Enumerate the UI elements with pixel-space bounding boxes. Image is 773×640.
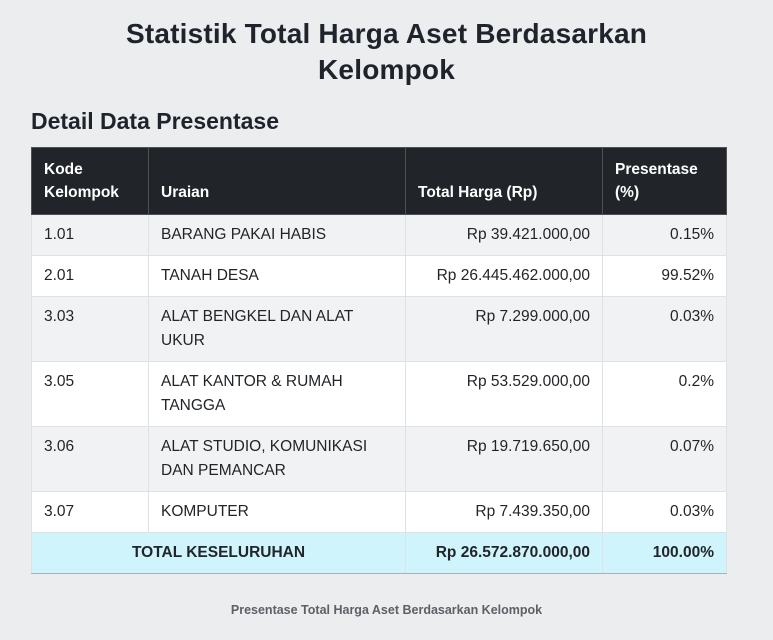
cell-total-harga: Rp 7.439.350,00 (406, 492, 603, 533)
table-row (32, 256, 727, 297)
cell-kode: 2.01 (32, 256, 149, 297)
table-row (32, 297, 727, 362)
column-header-total-harga: Total Harga (Rp) (406, 148, 603, 215)
column-header-presentase: Presentase (%) (603, 148, 727, 215)
cell-total-harga: Rp 26.445.462.000,00 (406, 256, 603, 297)
cell-uraian: BARANG PAKAI HABIS (149, 215, 406, 256)
table-row (32, 215, 727, 256)
column-header-kode-kelompok: Kode Kelompok (32, 148, 149, 215)
total-row (32, 533, 727, 574)
section-heading: Detail Data Presentase (31, 108, 280, 134)
cell-total-harga: Rp 39.421.000,00 (406, 215, 603, 256)
total-harga-value: Rp 26.572.870.000,00 (406, 533, 603, 574)
table-header-row (32, 148, 727, 215)
cell-uraian: ALAT BENGKEL DAN ALAT UKUR (149, 297, 406, 362)
table-row (32, 492, 727, 533)
cell-kode: 3.06 (32, 427, 149, 492)
cell-uraian: KOMPUTER (149, 492, 406, 533)
table-caption: Presentase Total Harga Aset Berdasarkan Kelompok (230, 603, 543, 617)
cell-uraian: ALAT STUDIO, KOMUNIKASI DAN PEMANCAR (149, 427, 406, 492)
page-title: Statistik Total Harga Aset Berdasarkan Kelompok (125, 18, 648, 85)
cell-presentase: 0.03% (603, 492, 727, 533)
cell-uraian: TANAH DESA (149, 256, 406, 297)
total-presentase-value: 100.00% (603, 533, 727, 574)
cell-presentase: 0.07% (603, 427, 727, 492)
cell-kode: 3.03 (32, 297, 149, 362)
cell-kode: 3.07 (32, 492, 149, 533)
page (0, 16, 773, 617)
cell-total-harga: Rp 53.529.000,00 (406, 362, 603, 427)
cell-presentase: 99.52% (603, 256, 727, 297)
table-row (32, 427, 727, 492)
column-header-uraian: Uraian (149, 148, 406, 215)
cell-kode: 1.01 (32, 215, 149, 256)
cell-uraian: ALAT KANTOR & RUMAH TANGGA (149, 362, 406, 427)
cell-presentase: 0.2% (603, 362, 727, 427)
cell-total-harga: Rp 7.299.000,00 (406, 297, 603, 362)
total-label: TOTAL KESELURUHAN (32, 533, 406, 574)
table-row (32, 362, 727, 427)
cell-presentase: 0.03% (603, 297, 727, 362)
cell-kode: 3.05 (32, 362, 149, 427)
cell-total-harga: Rp 19.719.650,00 (406, 427, 603, 492)
asset-statistics-table (31, 147, 727, 574)
cell-presentase: 0.15% (603, 215, 727, 256)
